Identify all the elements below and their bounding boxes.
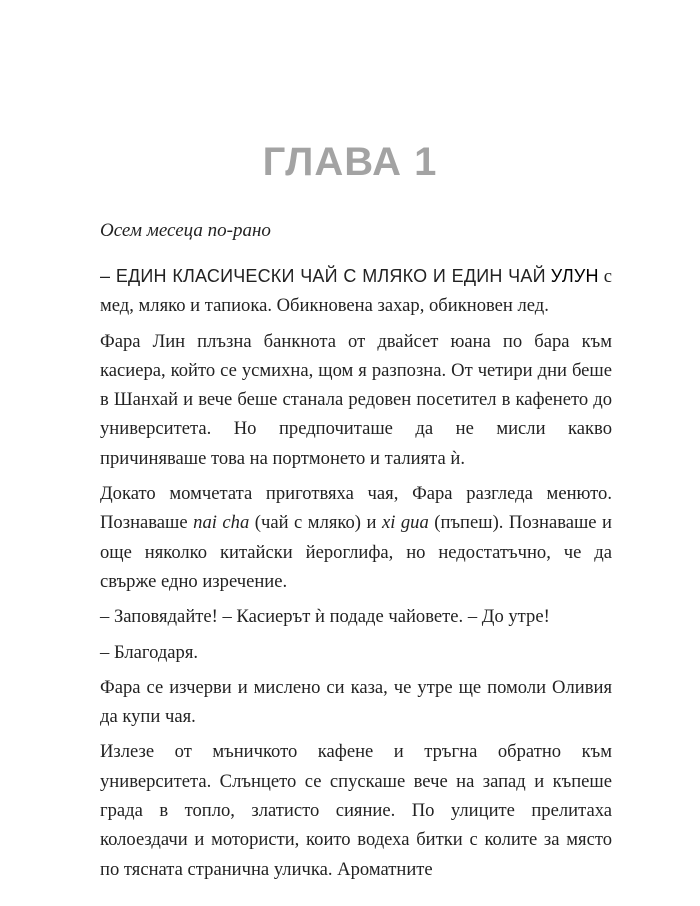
chapter-title: ГЛАВА 1 <box>262 140 438 184</box>
paragraph-2: Фара Лин плъзна банкнота от двайсет юана по бара към касиера, който се усмихна, щом я разпозна. От четири дни беше в Шанхай и вече беше станала редовен посетител в кафенето до университета. Но предпочиташе да не мисли какво причиняваше това на портмонето и талията ѝ. <box>100 330 612 469</box>
opening-caps: – ЕДИН КЛАСИЧЕСКИ ЧАЙ С МЛЯКО И ЕДИН ЧАЙ <box>100 266 546 286</box>
paragraph-1-text: с мед, мляко и тапиока. Обикновена захар, обикновен лед. <box>100 266 612 317</box>
paragraph-7: Излезе от мъничкото кафене и тръгна обратно към университета. Слънцето се спускаше вече на запад и къпеше града в топло, златисто сияние. По улиците прелитаха колоездачи и мотористи, които водеха битки с колите за място по тясната странична уличка. Ароматните <box>100 741 612 880</box>
paragraph-4: – Заповядайте! – Касиерът ѝ подаде чайовете. – До утре! <box>100 606 550 628</box>
term-nai-cha: nai cha <box>193 512 250 534</box>
term-xi-gua: xi gua <box>381 512 429 534</box>
paragraph-3-part-a: Докато момчетата приготвяха чая, Фара разгледа менюто. Познаваше <box>100 483 612 534</box>
paragraph-5: – Благодаря. <box>100 641 199 663</box>
chapter-epigraph: Осем месеца по-рано <box>100 220 271 241</box>
paragraph-3-part-b: (чай с мляко) и <box>254 512 377 534</box>
opening-caps-word: УЛУН <box>550 266 599 286</box>
chapter-body <box>100 262 612 890</box>
paragraph-1 <box>100 262 612 321</box>
paragraph-3-part-c: (пъпеш). Познаваше и още няколко китайски йероглифа, но недостатъчно, че да свърже едно изречение. <box>100 512 613 592</box>
paragraph-6: Фара се изчерви и мислено си каза, че утре ще помоли Оливия да купи чая. <box>100 676 612 728</box>
paragraph-3 <box>100 479 612 596</box>
